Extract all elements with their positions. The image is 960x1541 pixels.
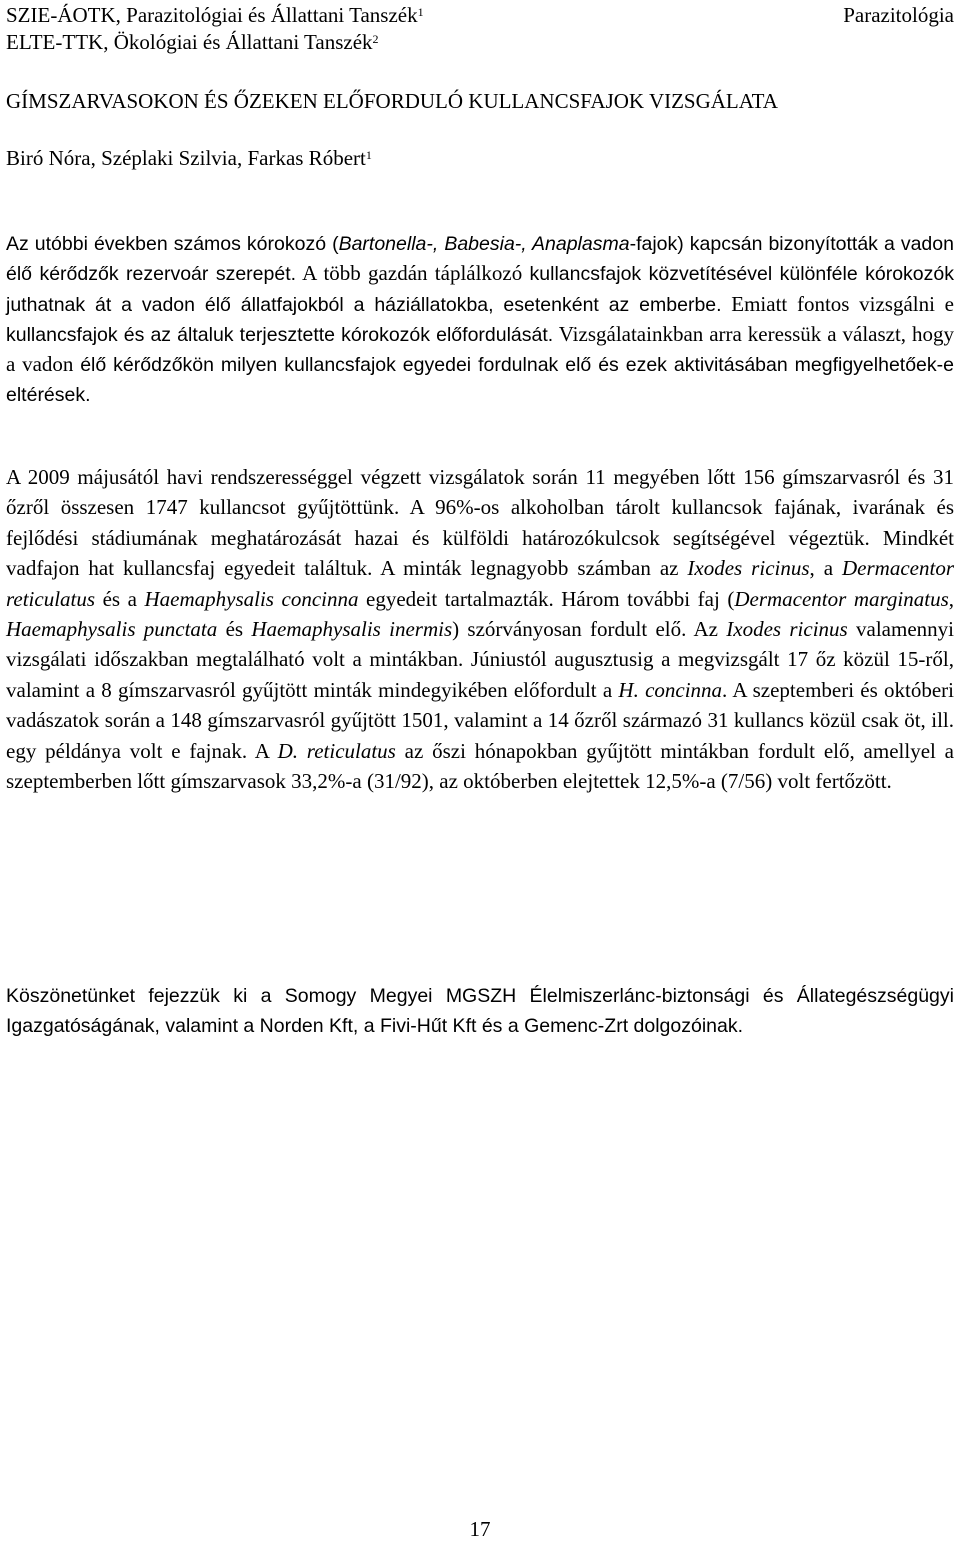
paper-title: GÍMSZARVASOKON ÉS ŐZEKEN ELŐFORDULÓ KULLANCSFAJOK VIZSGÁLATA: [6, 89, 778, 113]
affiliation-2: [6, 29, 954, 56]
text-span: A több gazdán táplálkozó: [296, 261, 530, 286]
intro-paragraph: [6, 229, 954, 411]
text-span: kullancsfajok közvetítésével különféle kórokozók juthatnak át a vadon élő állatfajokból a háziállatokba, esetenként az emberbe.: [6, 263, 954, 316]
affiliation-1-text: SZIE-ÁOTK, Parazitológiai és Állattani Tanszék: [6, 3, 418, 27]
acknowledgement-paragraph: Köszönetünket fejezzük ki a Somogy Megyei MGSZH Élelmiszerlánc-biztonsági és Állategészségügyi Igazgatóságának, valamint a Norden Kft, a Fivi-Hűt Kft és a Gemenc-Zrt dolgozóinak.: [6, 985, 954, 1037]
text-span: Vizsgálatainkban arra keressük a választ, hogy a vadon: [6, 321, 954, 377]
author-names: Biró Nóra, Széplaki Szilvia, Farkas Róbert: [6, 146, 366, 170]
text-span: egyedeit tartalmazták. Három további faj (: [358, 586, 735, 611]
species-name: D. reticulatus: [277, 738, 396, 763]
text-span: kullancsfajok és az általuk terjesztette kórokozók előfordulását.: [6, 323, 554, 346]
page-header: [6, 2, 954, 56]
text-span: , a: [809, 556, 843, 581]
text-span: Emiatt fontos vizsgálni e: [721, 291, 954, 316]
author-affiliation-mark: 1: [365, 148, 372, 162]
species-name: H. concinna: [618, 677, 723, 702]
text-span: valamennyi vizsgálati időszakban megtalálható volt a mintákban. Júniustól augusztusig a megvizsgált 17 őz közül 15-ről, valamint a 8 gímszarvasról gyűjtött minták mindegyikében előfordult a: [6, 617, 954, 702]
text-span: és a: [95, 586, 145, 611]
affiliation-1: [6, 2, 954, 29]
text-span: élő kérődzőkön milyen kullancsfajok egyedei fordulnak elő és ezek aktivitásában megfigyelhetőek-e eltérések.: [6, 354, 954, 407]
genus-names: Bartonella-, Babesia-, Anaplasma: [338, 233, 630, 255]
species-name: Haemaphysalis punctata: [6, 617, 218, 642]
text-span: A 2009 májusától havi rendszerességgel végzett vizsgálatok során 11 megyében lőtt 156 gímszarvasról és 31 őzről összesen 1747 kullancsot gyűjtöttünk. A 96%-os alkoholban tárolt kullancsok fajának, ivarának és fejlődési stádiumának meghatározását hazai és külföldi határozókulcsok segítségével végeztük. Mindkét vadfajon hat kullancsfaj egyedeit találtuk. A minták legnagyobb számban az: [6, 465, 954, 581]
author-list: [6, 144, 372, 173]
species-name: Haemaphysalis concinna: [144, 586, 359, 611]
species-name: Ixodes ricinus: [726, 617, 848, 642]
species-name: Haemaphysalis inermis: [251, 617, 453, 642]
text-span: . A szeptemberi és októberi vadászatok során a 148 gímszarvasról gyűjtött 1501, valamint a 14 őzről származó 31 kullancs közül csak öt, ill. egy példánya volt e fajnak. A: [6, 677, 954, 763]
affiliation-1-mark: 1: [417, 5, 424, 19]
species-name: Dermacentor marginatus: [734, 586, 949, 611]
affiliation-2-mark: 2: [372, 32, 379, 46]
text-span: -fajok) kapcsán bizonyították a vadon élő kérődzők rezervoár szerepét.: [6, 233, 954, 286]
species-name: Dermacentor reticulatus: [6, 556, 954, 611]
text-span: ,: [948, 586, 954, 611]
text-span: ) szórványosan fordult elő. Az: [452, 617, 727, 642]
text-span: és: [217, 617, 252, 642]
species-name: Ixodes ricinus: [687, 556, 810, 581]
results-paragraph: [6, 462, 954, 796]
text-span: Az utóbbi években számos kórokozó (: [6, 233, 339, 255]
page-number: 17: [469, 1517, 491, 1541]
text-span: az őszi hónapokban gyűjtött mintákban fordult elő, amellyel a szeptemberben lőtt gímszarvasok 33,2%-a (31/92), az októberben elejtettek 12,5%-a (7/56) volt fertőzött.: [6, 738, 954, 794]
affiliation-2-text: ELTE-TTK, Ökológiai és Állattani Tanszék: [6, 30, 373, 54]
section-name: Parazitológia: [843, 3, 954, 27]
